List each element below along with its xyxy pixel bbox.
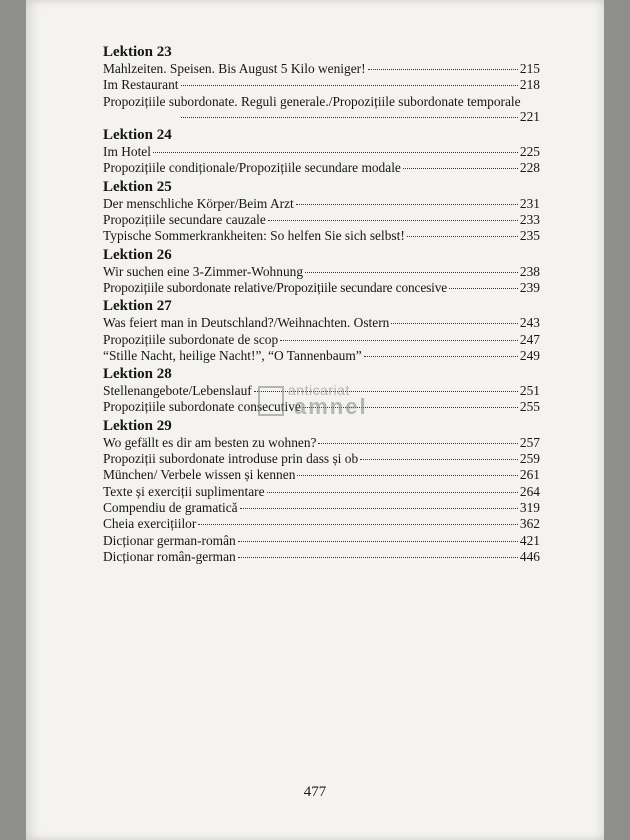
entry-title: Propozițiile subordonate relative/Propozițiile secundare concesive <box>103 279 448 295</box>
entry-page: 319 <box>519 499 540 515</box>
watermark-line1: anticariat <box>288 382 350 398</box>
entry-title: Propoziții subordonate introduse prin dass și ob <box>103 451 359 467</box>
toc-entry <box>103 315 540 331</box>
entry-title: Der menschliche Körper/Beim Arzt <box>103 195 294 211</box>
entry-page: 221 <box>519 108 540 124</box>
section-lektion-25 <box>103 178 540 245</box>
entry-title: Propozițiile subordonate de scop <box>103 331 279 347</box>
toc-entry <box>103 451 540 467</box>
toc-entry <box>103 484 540 500</box>
toc-entry <box>103 500 540 516</box>
entry-title: Stellenangebote/Lebenslauf <box>103 383 252 399</box>
entry-page: 251 <box>519 383 540 399</box>
toc-entry <box>103 467 540 483</box>
toc-entry <box>103 160 540 176</box>
entry-title: München/ Verbele wissen și kennen <box>103 467 296 483</box>
watermark-logo <box>258 382 408 422</box>
section-lektion-24 <box>103 126 540 177</box>
entry-title: “Stille Nacht, heilige Nacht!”, “O Tannenbaum” <box>103 347 362 363</box>
section-lektion-29 <box>103 417 540 484</box>
entry-title: Wir suchen eine 3-Zimmer-Wohnung <box>103 263 304 279</box>
book-stack-icon <box>258 386 284 416</box>
book-page <box>26 0 604 840</box>
entry-title: Was feiert man in Deutschland?/Weihnachten. Ostern <box>103 315 390 331</box>
lektion-heading: Lektion 28 <box>103 366 172 383</box>
entry-page: 259 <box>519 451 540 467</box>
lektion-heading: Lektion 27 <box>103 298 172 315</box>
entry-page: 239 <box>519 279 540 295</box>
section-lektion-23 <box>103 43 540 125</box>
entry-page: 362 <box>519 516 540 532</box>
entry-page: 228 <box>519 160 540 176</box>
entry-title: Wo gefällt es dir am besten zu wohnen? <box>103 434 317 450</box>
table-of-contents <box>103 42 540 565</box>
entry-title: Typische Sommerkrankheiten: So helfen Sie sich selbst! <box>103 228 405 244</box>
toc-entry <box>103 332 540 348</box>
entry-title: Propozițiile subordonate consecutive <box>103 399 301 415</box>
toc-entry <box>103 348 540 364</box>
entry-title: Im Hotel <box>103 144 151 160</box>
entry-title: Dicționar român-german <box>103 548 236 564</box>
entry-page: 218 <box>519 77 540 93</box>
entry-page: 257 <box>519 434 540 450</box>
entry-title: Dicționar german-român <box>103 532 236 548</box>
entry-page: 255 <box>519 399 540 415</box>
section-lektion-27 <box>103 297 540 364</box>
entry-page: 249 <box>519 347 540 363</box>
toc-entry <box>103 549 540 565</box>
toc-entry <box>103 533 540 549</box>
entry-page: 231 <box>519 195 540 211</box>
lektion-heading: Lektion 24 <box>103 127 172 144</box>
entry-title: Propozițiile secundare cauzale <box>103 212 266 228</box>
entry-title: Texte și exerciții suplimentare <box>103 483 265 499</box>
entry-page: 225 <box>519 144 540 160</box>
toc-entry <box>103 516 540 532</box>
toc-entry <box>103 228 540 244</box>
entry-title: Mahlzeiten. Speisen. Bis August 5 Kilo weniger! <box>103 61 366 76</box>
entry-page: 235 <box>519 228 540 244</box>
page-number: 477 <box>303 784 327 800</box>
toc-entry <box>103 280 540 296</box>
entry-page: 421 <box>519 532 540 548</box>
toc-entry <box>103 264 540 280</box>
toc-entry <box>103 212 540 228</box>
watermark-line2: amnel <box>294 394 368 419</box>
lektion-heading: Lektion 26 <box>103 246 172 263</box>
entry-page: 264 <box>519 483 540 499</box>
toc-entry <box>103 144 540 160</box>
entry-title: Propozițiile condiționale/Propozițiile secundare modale <box>103 160 401 176</box>
entry-page: 215 <box>519 61 540 76</box>
toc-entry <box>103 196 540 212</box>
lektion-heading: Lektion 23 <box>103 44 172 60</box>
entry-page: 261 <box>519 467 540 483</box>
entry-title: Compendiu de gramatică <box>103 499 238 515</box>
toc-entry <box>103 77 540 93</box>
entry-page: 243 <box>519 315 540 331</box>
entry-page: 238 <box>519 263 540 279</box>
toc-entry <box>103 61 540 77</box>
section-lektion-26 <box>103 246 540 297</box>
entry-page: 233 <box>519 212 540 228</box>
entry-title: Propozițiile subordonate. Reguli generale./Propozițiile subordonate temporale <box>103 93 521 109</box>
entry-title: Im Restaurant <box>103 77 179 93</box>
toc-entry-wrapped <box>103 94 540 126</box>
lektion-heading: Lektion 25 <box>103 178 172 195</box>
toc-entry <box>103 435 540 451</box>
lektion-heading: Lektion 29 <box>103 417 172 434</box>
entry-title: Cheia exercițiilor <box>103 516 197 532</box>
entry-page: 446 <box>519 548 540 564</box>
back-matter <box>103 484 540 565</box>
entry-page: 247 <box>519 331 540 347</box>
